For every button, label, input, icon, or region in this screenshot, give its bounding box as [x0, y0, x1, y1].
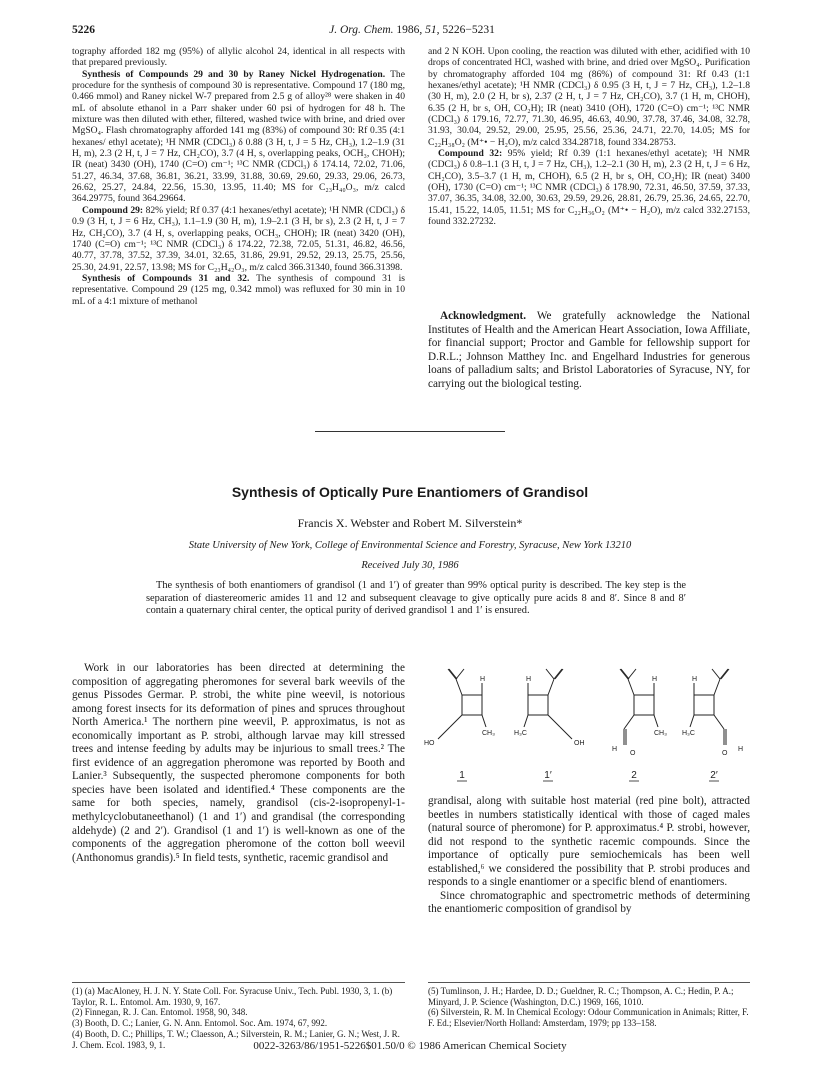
atom-label: O	[630, 750, 636, 757]
upper-left-column	[72, 46, 405, 307]
paragraph: and 2 N KOH. Upon cooling, the reaction was diluted with ether, acidified with 10 drops of concentrated HCl, washed with brine, and dried over MgSO₄. Purification by chromatography afforded 104 mg (86%) of compound 31: Rf 0.43 (1:1 hexanes/ethyl acetate); ¹H NMR (CDCl₃) δ 0.95 (3 H, t, J = 7 Hz, CH₃), 1.2–1.8 (30 H, m), 2.0 (2 H, br s), 2.37 (2 H, t, J = 7 Hz, CH₂CO), 3.7 (1 H, m, CHOH), 6.35 (2 H, br s, OH, CO₂H); IR (neat) 3410 (OH), 1720 (C=O) cm⁻¹; ¹³C NMR (CDCl₃) δ 179.16, 72.77, 71.30, 46.95, 46.63, 40.90, 37.78, 37.46, 34.08, 32.78, 31.93, 30.04, 29.52, 29.00, 25.95, 25.56, 25.36, 24.71, 22.70, 14.05; MS for C₂₂H₃₈O₂ (M⁺• − H₂O), m/z calcd 334.28718, found 334.28753.	[428, 46, 750, 148]
article-received-date: Received July 30, 1986	[361, 560, 459, 571]
structures-svg	[424, 665, 750, 787]
journal-citation	[72, 24, 752, 36]
journal-pages: 5226−5231	[439, 24, 495, 36]
compound-label: 1	[459, 770, 465, 781]
paragraph	[72, 205, 405, 273]
page-number: 5226	[72, 24, 95, 36]
atom-label: HO	[424, 740, 435, 747]
structure-1-prime	[524, 669, 572, 739]
footnote: (4) Booth, D. C.; Phillips, T. W.; Claesson, A.; Silverstein, R. M.; Lanier, G. N.; West, J. R. J. Chem. Ecol. 1983, 9, 1.	[72, 1028, 400, 1050]
paragraph: Work in our laboratories has been directed at determining the composition of aggregating pheromones for several bark weevils of the genus Pissodes Germar. P. strobi, the white pine weevil, is notorious among forest insects for its deformation of pines and spruces throughout North America.¹ The northern pine weevil, P. approximatus, is not as economically important as P. strobi, although larvae may kill stressed trees and intense feeding by adults may be injurious to small trees.² The first evidence of an aggregation pheromone was reported by Booth and Lanier.³ Subsequently, the suspected pheromone components for both species have been isolated and identified.⁴ These components are the same for both species, namely, grandisol (cis-2-isopropenyl-1-methylcyclobutaneethanol) (1 and 1′) and grandisal (the corresponding aldehyde) (2 and 2′). Grandisol (1 and 1′) is well-known as one of the components of the aggregation pheromone of the cotton boll weevil (Anthonomus grandis).⁵ In field tests, synthetic, racemic grandisol and	[72, 662, 405, 864]
atom-label: CH₃	[654, 730, 667, 737]
running-header	[72, 24, 752, 40]
page-footer: 0022-3263/86/1951-5226$01.50/0 © 1986 American Chemical Society	[253, 1040, 567, 1052]
footnotes-right	[428, 986, 750, 1029]
atom-label: H	[480, 676, 486, 683]
paragraph-text: 95% yield; Rf 0.39 (1:1 hexanes/ethyl acetate); ¹H NMR (CDCl₃) δ 0.8–1.1 (3 H, t, J = 7 Hz, CH₃), 1.2–2.1 (30 H, m), 2.3 (2 H, t, J = 6 Hz, CH₂CO), 3.5–3.7 (1 H, m, CHOH), 6.5 (2 H, br s, OH, CO₂H); IR (neat) 3400 (OH), 1730 (C=O) cm⁻¹; ¹³C NMR (CDCl₃) δ 178.90, 72.31, 46.50, 37.59, 37.33, 37.07, 36.35, 34.08, 32.00, 30.63, 29.59, 29.26, 28.81, 26.79, 25.36, 24.65, 22.70, 15.41, 15.22, 14.05, 11.51; MS for C₂₂H₃₆O₂ (M⁺• − H₂O), m/z calcd 332.27153, found 332.27232.	[428, 148, 751, 228]
article-affiliation: State University of New York, College of Environmental Science and Forestry, Syracuse, New York 13210	[188, 540, 632, 551]
paragraph	[428, 148, 750, 227]
footnote: (6) Silverstein, R. M. In Chemical Ecology: Odour Communication in Animals; Ritter, F. F. Ed.; Elsevier/North Holland: Amsterdam, 1979; pp 133–158.	[428, 1007, 749, 1029]
footnote: (3) Booth, D. C.; Lanier, G. N. Ann. Entomol. Soc. Am. 1974, 67, 992.	[72, 1018, 328, 1029]
acknowledgment	[428, 310, 750, 392]
footnote: (2) Finnegan, R. J. Can. Entomol. 1958, 90, 348.	[72, 1007, 248, 1018]
footnote: (1) (a) MacAloney, H. J. N. Y. State Coll. For. Syracuse Univ., Tech. Publ. 1930, 3, 1. (b) Taylor, R. L. Entomol. Am. 1930, 9, 167.	[72, 986, 393, 1007]
footnote-rule	[428, 982, 750, 983]
upper-right-column	[428, 46, 750, 228]
body-left-column	[72, 662, 405, 865]
article-authors: Francis X. Webster and Robert M. Silverstein*	[297, 516, 523, 530]
compound-label: 1′	[544, 770, 552, 781]
journal-name: J. Org. Chem.	[329, 24, 394, 36]
atom-label: H	[652, 676, 658, 683]
paragraph	[72, 69, 405, 205]
journal-year: 1986,	[393, 24, 426, 36]
atom-label: OH	[574, 740, 585, 747]
compound-label: 2	[631, 770, 637, 781]
atom-label: O	[722, 750, 728, 757]
atom-label: H	[738, 746, 744, 753]
atom-label: H	[526, 676, 532, 683]
article-title: Synthesis of Optically Pure Enantiomers of Grandisol	[231, 484, 589, 500]
paragraph-text: 82% yield; Rf 0.37 (4:1 hexanes/ethyl acetate); ¹H NMR (CDCl₃) δ 0.9 (3 H, t, J = 6 Hz, CH₃), 1.1–1.9 (30 H, m), 1.9–2.1 (3 H, br s), 2.3 (2 H, t, J = 7 Hz, CH₂CO), 3.7 (4 H, s, overlapping peaks, OCH₃, CHOH); IR (neat) 3420 (OH), 1740 (C=O) cm⁻¹; ¹³C NMR (CDCl₃) δ 174.22, 72.38, 72.05, 51.31, 46.82, 46.56, 40.77, 37.78, 37.52, 37.39, 34.01, 32.65, 31.86, 29.91, 29.52, 29.13, 25.75, 25.56, 25.30, 24.91, 22.57, 13.98; MS for C₂₃H₄₂O₃, m/z calcd 366.31340, found 366.31398.	[72, 204, 405, 273]
paragraph: tography afforded 182 mg (95%) of allylic alcohol 24, identical in all respects with that prepared previously.	[72, 46, 405, 69]
footnote-rule	[72, 982, 405, 983]
abstract-text: The synthesis of both enantiomers of grandisol (1 and 1′) of greater than 99% optical purity is described. The key step is the separation of diastereomeric amides 11 and 12 and subsequent cleavage to give optically pure acids 8 and 8′. Since 8 and 8′ contain a quaternary chiral center, the optical purity of derived grandisol 1 and 1′ is ensured.	[146, 580, 686, 617]
paragraph	[72, 273, 405, 307]
paragraph: grandisal, along with suitable host material (red pine bolt), attracted beetles in numbers statistically identical with those of caged males (natural source of pheromone) for P. approximatus.⁴ P. strobi, however, did not respond to the synthetic racemic compounds. Since the importance of optically pure semiochemicals has been well established,⁶ we considered the possibility that P. strobi produces and responds to a single enantiomer or a specific blend of enantiomers.	[428, 795, 750, 889]
paragraph-heading: Compound 32:	[438, 148, 503, 160]
structure-1	[438, 669, 486, 739]
atom-label: H₃C	[514, 730, 527, 737]
journal-volume: 51,	[425, 24, 440, 36]
acknowledgment-text: We gratefully acknowledge the National Institutes of Health and the American Heart Association, Iowa Affiliate, for financial support; Proctor and Gamble for fellowship support for D.R.L.; Johnson Matthey Inc. and Engelhard Industries for generous loans of palladium salts; and Bristol Laboratories of Syracuse, NY, for carrying out the biological testing.	[428, 310, 750, 390]
article-separator	[315, 431, 505, 432]
paragraph-text: The procedure for the synthesis of compound 30 is representative. Compound 17 (180 mg, 0.466 mmol) and Raney nickel W-7 prepared from 2.5 g of alloy²⁸ were shaken in 40 mL of absolute ethanol in a Parr shaker under 60 psi of hydrogen for 48 h. The mixture was then diluted with ether, filtered, washed twice with brine, and dried over MgSO₄. Flash chromatography afforded 141 mg (83%) of compound 30: Rf 0.35 (4:1 hexanes/ ethyl acetate); ¹H NMR (CDCl₃) δ 0.88 (3 H, t, J = 5 Hz, CH₃), 1.2–1.9 (31 H, m), 2.3 (2 H, t, J = 7 Hz, CH₂CO), 3.7 (4 H, s, overlapping peaks, OCH₃, CHOH); IR (neat) 3430 (OH), 1740 (C=O) cm⁻¹; ¹³C NMR (CDCl₃) δ 174.14, 72.02, 71.06, 51.27, 46.34, 37.68, 36.81, 36.21, 33.99, 31.88, 30.69, 29.60, 29.33, 29.06, 26.73, 26.62, 25.27, 24.84, 22.56, 15.30, 13.95, 11.40; MS for C₂₃H₄₀O₃, m/z calcd 364.29775, found 364.29664.	[72, 68, 405, 205]
paragraph-text: The synthesis of compound 31 is representative. Compound 29 (125 mg, 0.342 mmol) was refluxed for 30 min in 10 mL of a 4:1 mixture of methanol	[72, 272, 405, 307]
body-right-column	[428, 795, 750, 917]
atom-label: CH₃	[482, 730, 495, 737]
footnote: (5) Tumlinson, J. H.; Hardee, D. D.; Gueldner, R. C.; Thompson, A. C.; Hedin, P. A.; Minyard, J. P. Science (Washington, D.C.) 1969, 166, 1010.	[428, 986, 734, 1007]
paragraph-heading: Synthesis of Compounds 31 and 32.	[82, 272, 250, 284]
compound-label: 2′	[710, 770, 718, 781]
acknowledgment-heading: Acknowledgment.	[440, 310, 527, 322]
atom-label: H	[612, 746, 618, 753]
paragraph: Since chromatographic and spectrometric methods of determining the enantiomeric composition of grandisol by	[428, 889, 750, 916]
chemical-structures-figure	[424, 665, 750, 787]
paragraph-heading: Compound 29:	[82, 204, 144, 216]
paragraph-heading: Synthesis of Compounds 29 and 30 by Raney Nickel Hydrogenation.	[82, 68, 386, 80]
atom-label: H₃C	[682, 730, 695, 737]
article-abstract	[146, 580, 686, 618]
atom-label: H	[692, 676, 698, 683]
